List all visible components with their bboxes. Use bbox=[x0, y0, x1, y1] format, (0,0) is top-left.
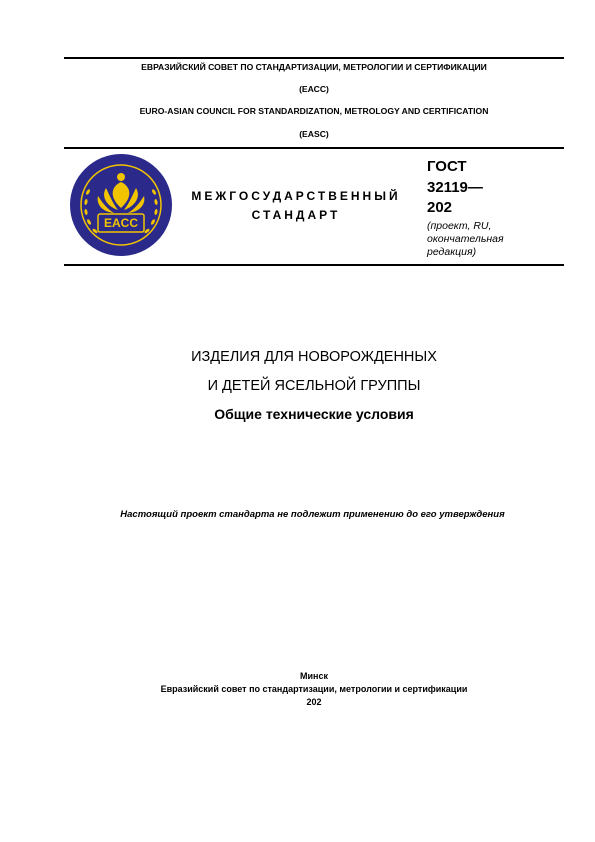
standard-type-line2: СТАНДАРТ bbox=[251, 208, 341, 222]
document-title-line2: И ДЕТЕЙ ЯСЕЛЬНОЙ ГРУППЫ bbox=[207, 378, 421, 394]
draft-note-line3: редакция) bbox=[427, 246, 477, 258]
footer-publisher: Евразийский совет по стандартизации, метрологии и сертификации bbox=[160, 684, 468, 694]
section-rule bbox=[64, 264, 564, 266]
draft-disclaimer: Настоящий проект стандарта не подлежит применению до его утверждения bbox=[120, 509, 505, 520]
header-rule bbox=[64, 147, 564, 149]
document-title-line1: ИЗДЕЛИЯ ДЛЯ НОВОРОЖДЕННЫХ bbox=[191, 349, 437, 365]
footer-year: 202 bbox=[306, 697, 322, 707]
standard-type-line1: МЕЖГОСУДАРСТВЕННЫЙ bbox=[191, 189, 401, 203]
draft-note-line1: (проект, RU, bbox=[427, 220, 492, 232]
gost-number: 32119— bbox=[427, 179, 483, 196]
eacc-logo bbox=[68, 152, 174, 258]
footer-city: Минск bbox=[300, 671, 328, 681]
gost-label: ГОСТ bbox=[427, 158, 467, 175]
top-rule bbox=[64, 57, 564, 59]
draft-note-line2: окончательная bbox=[427, 233, 504, 245]
council-name-ru: ЕВРАЗИЙСКИЙ СОВЕТ ПО СТАНДАРТИЗАЦИИ, МЕТРОЛОГИИ И СЕРТИФИКАЦИИ bbox=[141, 62, 487, 72]
gost-year: 202 bbox=[427, 199, 453, 216]
council-name-en: EURO-ASIAN COUNCIL FOR STANDARDIZATION, METROLOGY AND CERTIFICATION bbox=[139, 106, 489, 116]
logo-text: EACC bbox=[103, 216, 138, 230]
document-subtitle: Общие технические условия bbox=[214, 406, 414, 422]
council-abbr-ru: (ЕАСС) bbox=[299, 84, 329, 94]
council-abbr-en: (EASC) bbox=[299, 129, 329, 139]
